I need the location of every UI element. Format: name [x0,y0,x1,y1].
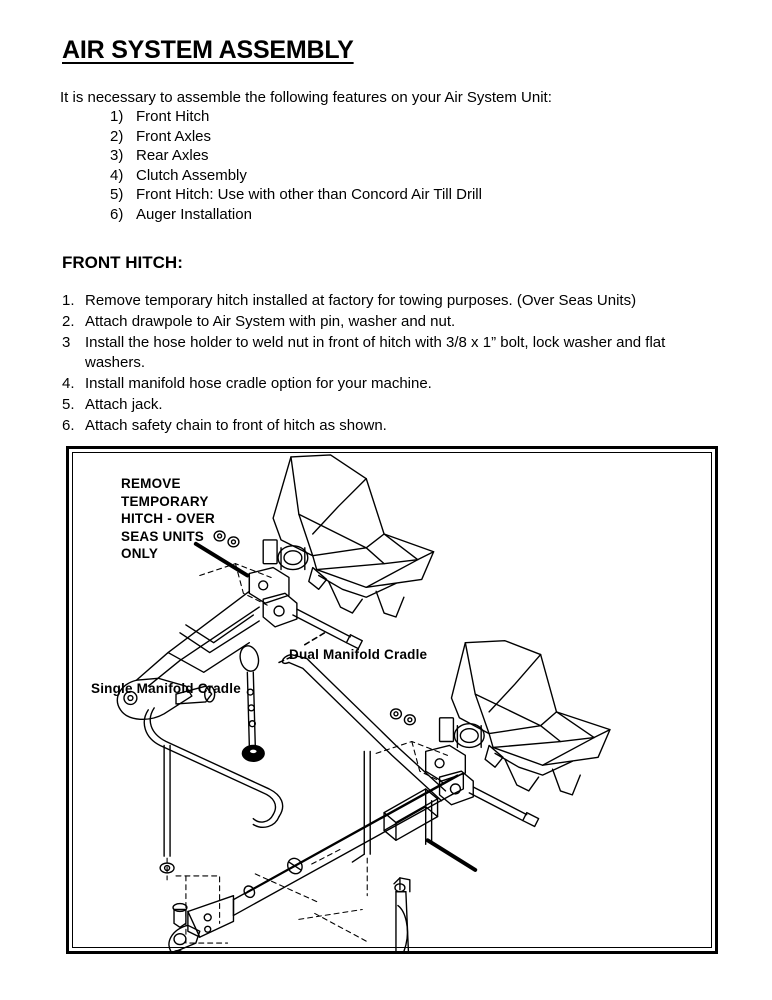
list-item-label: Front Hitch [136,108,210,125]
step-item [62,291,722,311]
list-item-number: 4) [110,166,124,184]
step-item [62,312,722,332]
callout-line-2: TEMPORARY [121,493,209,509]
callout-remove-temporary-hitch [121,475,215,563]
list-item-label: Front Hitch: Use with other than Concord Air Till Drill [136,186,482,203]
intro-paragraph: It is necessary to assemble the following features on your Air System Unit: [60,89,552,106]
list-item-number: 5) [110,186,124,203]
list-item [110,185,482,205]
step-item [62,374,722,394]
section-heading-front-hitch: FRONT HITCH: [62,253,183,272]
list-item-number: 2) [110,127,124,145]
list-item-label: Clutch Assembly [136,166,247,184]
callout-line-4: SEAS UNITS [121,528,205,544]
steps-list [62,291,722,437]
step-item [62,333,722,372]
label-dual-manifold-cradle: Dual Manifold Cradle [289,647,428,662]
list-item-number: 3) [110,147,124,164]
step-text: Attach drawpole to Air System with pin, washer and nut. [85,313,456,330]
list-item-label: Rear Axles [136,147,209,164]
illustration-box [66,446,718,954]
page-title: AIR SYSTEM ASSEMBLY [62,36,354,64]
callout-line-3: HITCH - OVER [121,511,215,526]
step-item [62,416,722,436]
list-item-label: Auger Installation [136,205,252,223]
features-list [110,107,482,224]
list-item-number: 1) [110,108,124,125]
step-number: 4. [62,374,75,392]
callout-line-5: ONLY [121,546,159,561]
step-number: 3 [62,334,71,351]
list-item-label: Front Axles [136,127,212,145]
step-text: Attach safety chain to front of hitch as shown. [85,416,387,434]
step-text: Attach jack. [85,395,163,413]
list-item [110,107,482,127]
step-text: Install manifold hose cradle option for your machine. [85,374,432,392]
step-item [62,395,722,415]
step-number: 2. [62,313,75,330]
step-number: 1. [62,292,75,309]
step-text: Remove temporary hitch installed at factory for towing purposes. (Over Seas Units) [85,292,637,309]
callout-line-1: REMOVE [121,476,181,491]
list-item [110,146,482,166]
list-item [110,127,482,147]
step-number: 5. [62,395,75,413]
label-single-manifold-cradle: Single Manifold Cradle [91,681,241,696]
step-text: Install the hose holder to weld nut in front of hitch with 3/8 x 1” bolt, lock washer and flat washers. [85,334,666,371]
list-item [110,205,482,225]
list-item [110,166,482,186]
list-item-number: 6) [110,205,124,223]
step-number: 6. [62,416,75,434]
